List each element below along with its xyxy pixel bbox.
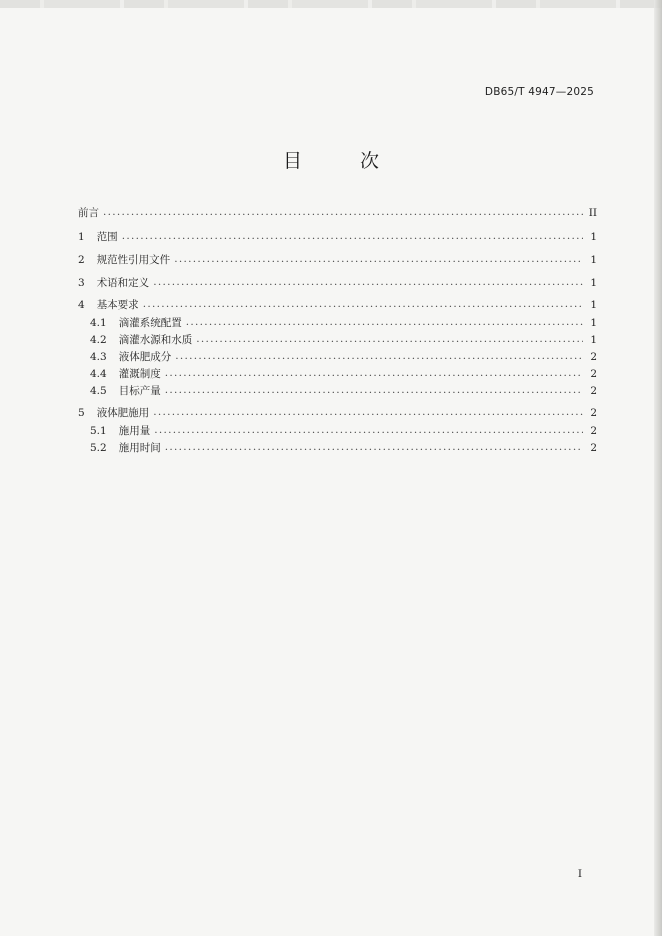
toc-entry-label: 滴灌系统配置 [118,317,182,329]
toc-entry-foreword[interactable] [78,205,597,221]
toc-entry-label: 术语和定义 [96,277,150,289]
toc-entry-label: 滴灌水源和水质 [118,334,193,346]
toc-entry-label: 施用时间 [118,442,161,454]
scan-edge-right [654,0,662,936]
toc-entry-label: 施用量 [118,425,151,437]
toc-entry-label: 规范性引用文件 [96,254,171,266]
toc-entry-4-1[interactable] [78,315,597,331]
toc-entry-5[interactable] [78,405,597,421]
toc-entry-page: 1 [590,334,597,346]
scan-edge-top [0,0,662,8]
toc-leader-dots [165,367,583,379]
toc-entry-page: 1 [590,317,597,329]
toc-entry-number: 5.1 [90,425,107,437]
toc-leader-dots [103,206,583,218]
toc-entry-number: 4.5 [90,385,107,397]
toc-leader-dots [153,406,583,418]
page-number: I [577,868,582,880]
toc-entry-number: 4.1 [90,317,107,329]
toc-entry-1[interactable] [78,229,597,245]
toc-entry-4-3[interactable] [78,349,597,365]
toc-entry-page: 1 [590,277,597,289]
toc-leader-dots [196,333,583,345]
toc-entry-3[interactable] [78,275,597,291]
toc-entry-number: 5.2 [90,442,107,454]
toc-entry-label: 目标产量 [118,385,161,397]
toc-entry-4-5[interactable] [78,383,597,399]
toc-entry-page: 1 [590,231,597,243]
toc-entry-number: 4.2 [90,334,107,346]
toc-entry-label: 灌溉制度 [118,368,161,380]
toc-entry-page: II [588,207,597,219]
toc-entry-number: 4.4 [90,368,107,380]
toc-leader-dots [165,384,583,396]
toc-leader-dots [165,441,583,453]
toc-entry-page: 1 [590,299,597,311]
toc-entry-4[interactable] [78,297,597,313]
toc-entry-page: 2 [590,442,597,454]
toc-leader-dots [154,424,583,436]
toc-entry-number: 4.3 [90,351,107,363]
toc-entry-label: 液体肥成分 [118,351,172,363]
toc-entry-4-2[interactable] [78,332,597,348]
toc-leader-dots [122,230,583,242]
toc-entry-number: 4 [78,299,85,311]
toc-title: 目 次 [282,150,406,172]
toc-entry-page: 2 [590,351,597,363]
toc-entry-label: 前言 [78,207,99,219]
toc-entry-5-2[interactable] [78,440,597,456]
toc-entry-page: 2 [590,385,597,397]
toc-entry-number: 5 [78,407,85,419]
toc-leader-dots [186,316,583,328]
toc-entry-label: 范围 [96,231,118,243]
toc-entry-page: 1 [590,254,597,266]
toc-entry-page: 2 [590,425,597,437]
toc-leader-dots [153,276,583,288]
toc-entry-page: 2 [590,407,597,419]
toc-entry-page: 2 [590,368,597,380]
toc-leader-dots [143,298,583,310]
document-code: DB65/T 4947—2025 [484,86,594,98]
toc-entry-number: 3 [78,277,85,289]
toc-leader-dots [175,350,583,362]
toc-entry-2[interactable] [78,252,597,268]
toc-entry-4-4[interactable] [78,366,597,382]
toc-entry-label: 基本要求 [96,299,139,311]
toc-entry-number: 2 [78,254,85,266]
toc-leader-dots [174,253,583,265]
toc-entry-5-1[interactable] [78,423,597,439]
toc-entry-label: 液体肥施用 [96,407,150,419]
toc-entry-number: 1 [78,231,85,243]
